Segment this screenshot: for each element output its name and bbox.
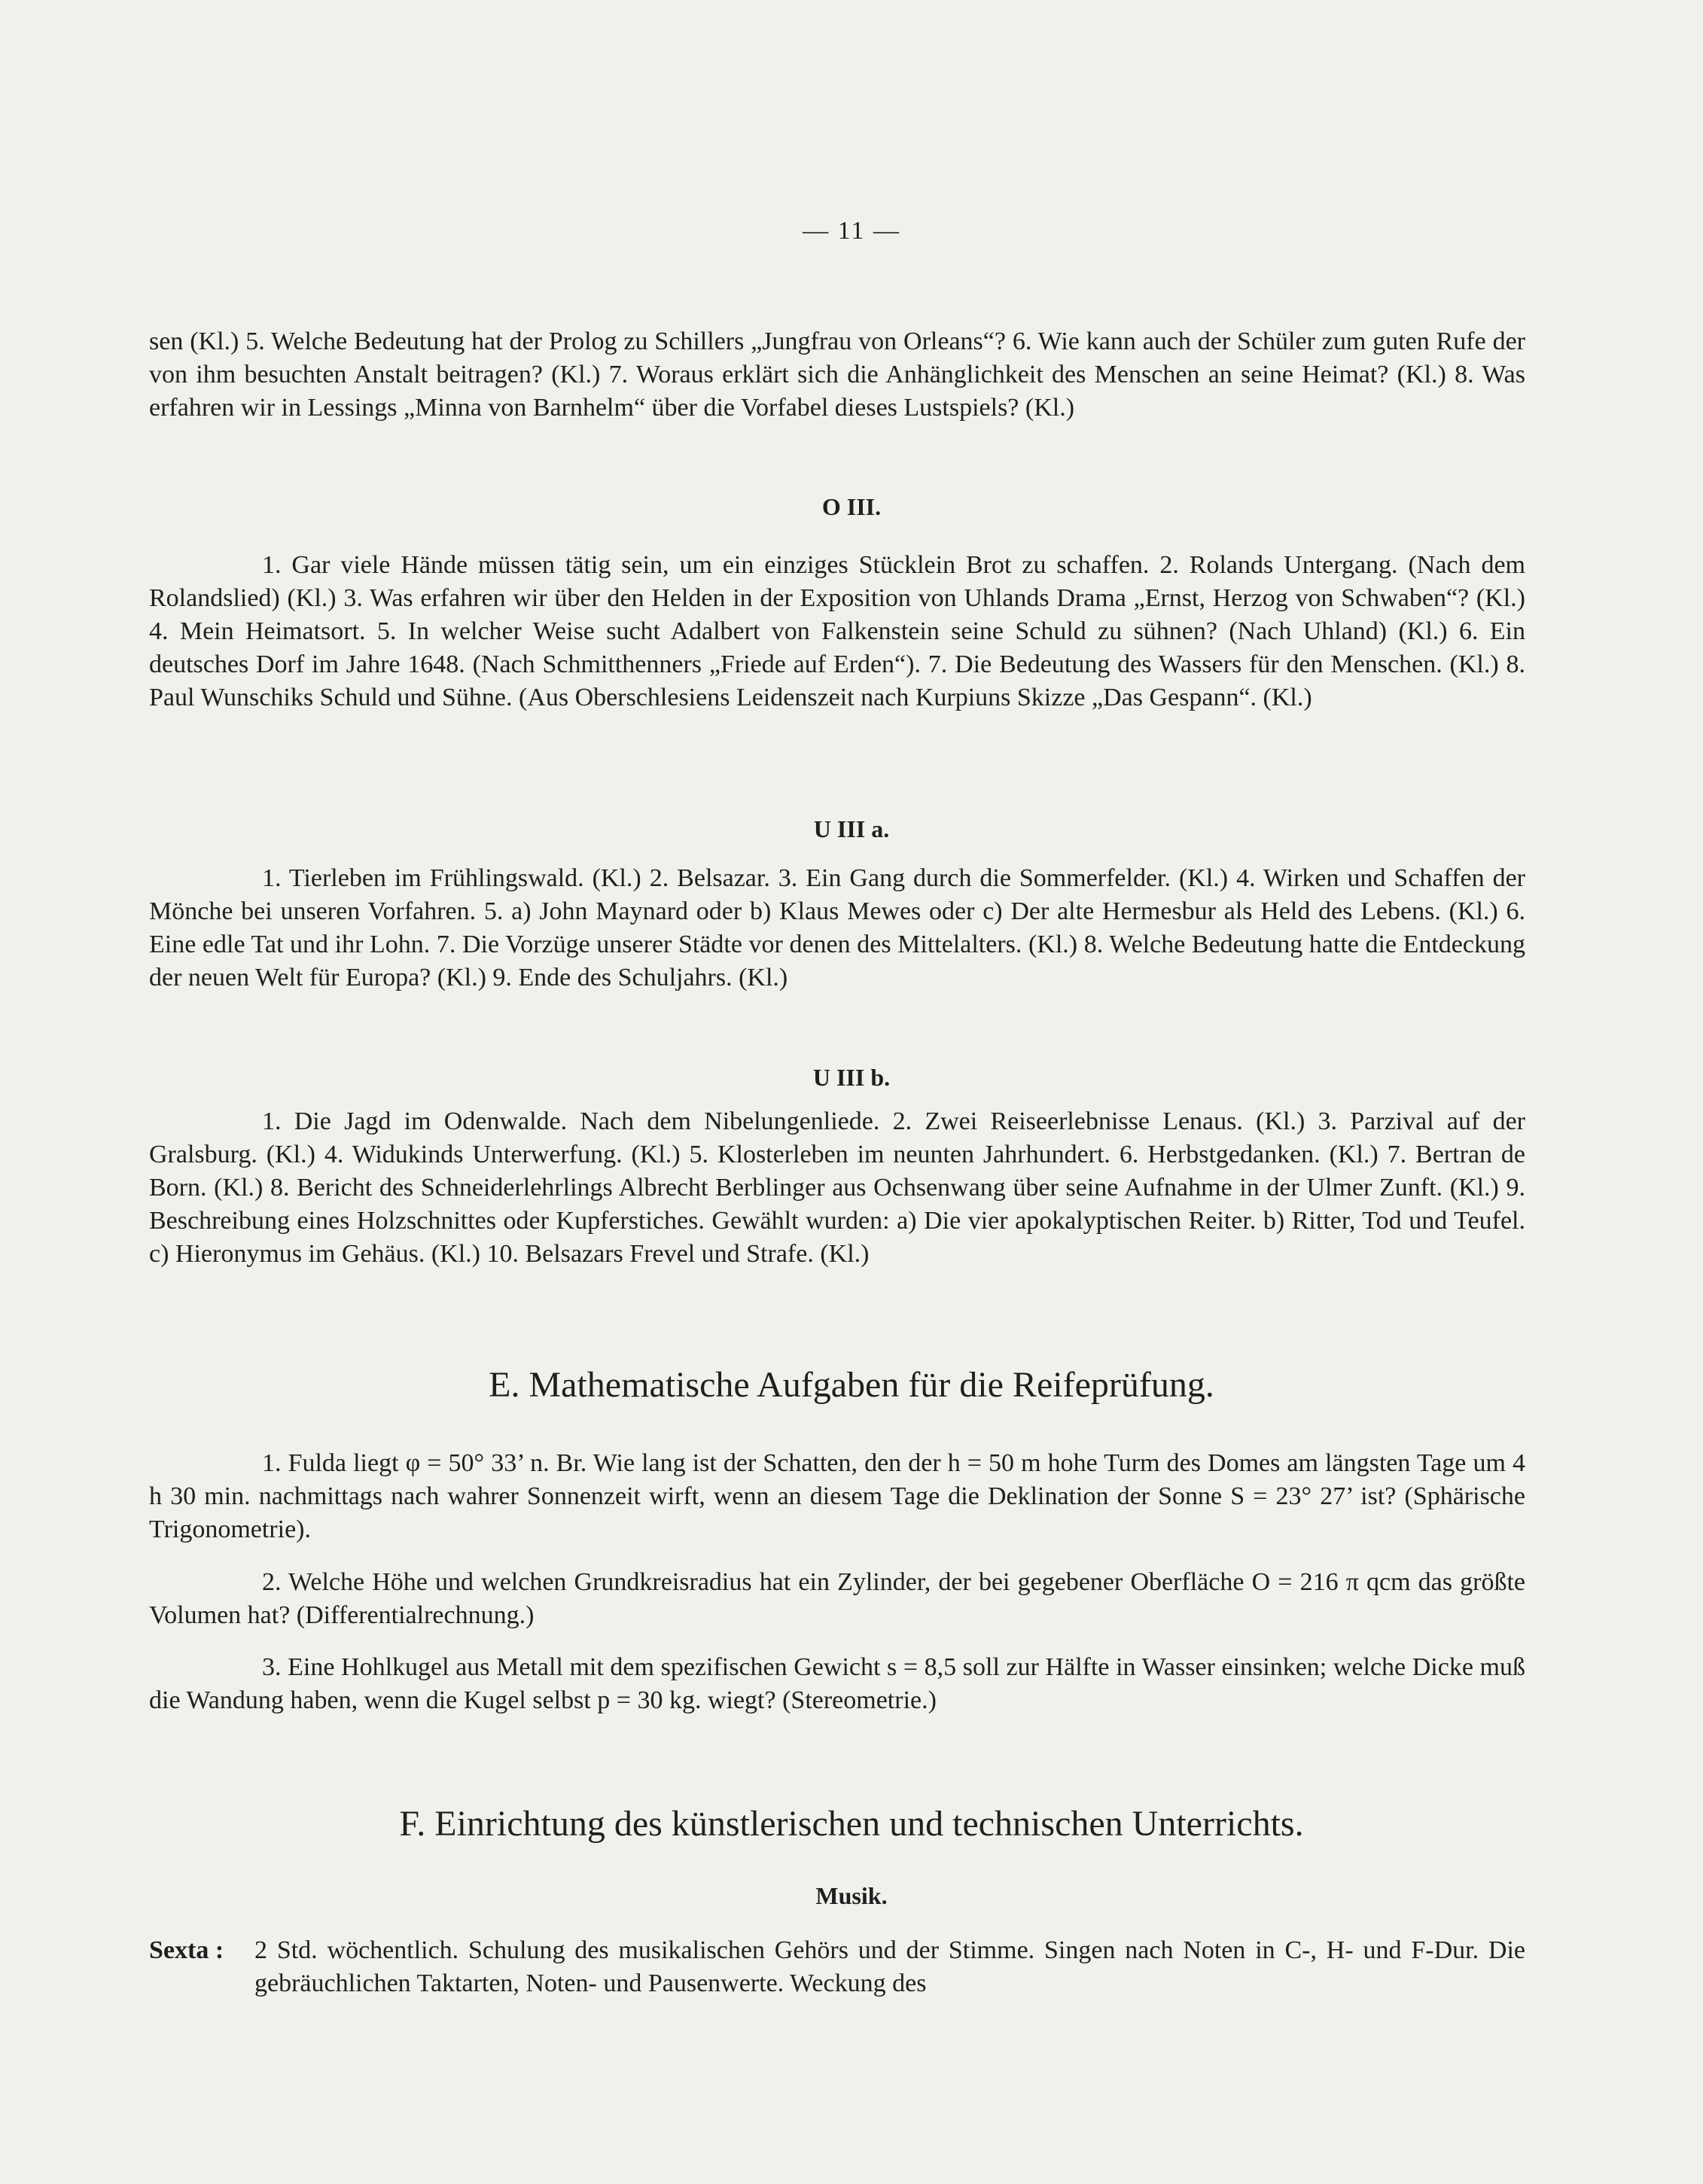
- intro-paragraph: sen (Kl.) 5. Welche Bedeutung hat der Prolog zu Schillers „Jungfrau von Orleans“? 6. Wie kann auch der Schüler zum guten Rufe der von ihm besuchten Anstalt beitragen? (Kl.) 7. Woraus erklärt sich die Anhänglichkeit des Menschen an seine Heimat? (Kl.) 8. Was erfahren wir in Lessings „Minna von Barnhelm“ über die Vorfabel dieses Lustspiels? (Kl.): [149, 327, 1525, 422]
- section-heading-o3: O III.: [821, 493, 882, 520]
- page-number: — 11 —: [803, 217, 900, 245]
- math-heading: E. Mathematische Aufgaben für die Reifeprüfung.: [489, 1365, 1214, 1405]
- section-text-u3a: 1. Tierleben im Frühlingswald. (Kl.) 2. Belsazar. 3. Ein Gang durch die Sommerfelder. (Kl.) 4. Wirken und Schaffen der Mönche bei unseren Vorfahren. 5. a) John Maynard oder b) Klaus Mewes oder c) Der alte Hermesbur als Held des Lebens. (Kl.) 6. Eine edle Tat und ihr Lohn. 7. Die Vorzüge unserer Städte vor denen des Mittelalters. (Kl.) 8. Welche Bedeutung hatte die Entdeckung der neuen Welt für Europa? (Kl.) 9. Ende des Schuljahrs. (Kl.): [149, 864, 1525, 991]
- art-heading: F. Einrichtung des künstlerischen und technischen Unterrichts.: [399, 1804, 1304, 1844]
- sexta-label: Sexta :: [149, 1936, 224, 1964]
- section-heading-u3b: U III b.: [812, 1064, 891, 1091]
- sexta-text: 2 Std. wöchentlich. Schulung des musikalischen Gehörs und der Stimme. Singen nach Noten in C-, H- und F-Dur. Die gebräuchlichen Taktarten, Noten- und Pausenwerte. Weckung des: [254, 1936, 1525, 1997]
- math-task-2: 2. Welche Höhe und welchen Grundkreisradius hat ein Zylinder, der bei gegebener Oberfläche O = 216 π qcm das größte Volumen hat? (Differentialrechnung.): [149, 1568, 1525, 1629]
- section-text-o3: 1. Gar viele Hände müssen tätig sein, um ein einziges Stücklein Brot zu schaffen. 2. Rolands Untergang. (Nach dem Rolandslied) (Kl.) 3. Was erfahren wir über den Helden in der Exposition von Uhlands Drama „Ernst, Herzog von Schwaben“? (Kl.) 4. Mein Heimatsort. 5. In welcher Weise sucht Adalbert von Falkenstein seine Schuld zu sühnen? (Nach Uhland) (Kl.) 6. Ein deutsches Dorf im Jahre 1648. (Nach Schmitthenners „Friede auf Erden“). 7. Die Bedeutung des Wassers für den Menschen. (Kl.) 8. Paul Wunschiks Schuld und Sühne. (Aus Oberschlesiens Leidenszeit nach Kurpiuns Skizze „Das Gespann“. (Kl.): [149, 551, 1525, 711]
- math-task-1: 1. Fulda liegt φ = 50° 33’ n. Br. Wie lang ist der Schatten, den der h = 50 m hohe Turm des Domes am längsten Tage um 4 h 30 min. nachmittags nach wahrer Sonnenzeit wirft, wenn an diesem Tage die Deklination der Sonne S = 23° 27’ ist? (Sphärische Trigonometrie).: [149, 1449, 1525, 1543]
- section-text-u3b: 1. Die Jagd im Odenwalde. Nach dem Nibelungenliede. 2. Zwei Reiseerlebnisse Lenaus. (Kl.) 3. Parzival auf der Gralsburg. (Kl.) 4. Widukinds Unterwerfung. (Kl.) 5. Klosterleben im neunten Jahrhundert. 6. Herbstgedanken. (Kl.) 7. Bertran de Born. (Kl.) 8. Bericht des Schneiderlehrlings Albrecht Berblinger aus Ochsenwang über seine Aufnahme in der Ulmer Zunft. (Kl.) 9. Beschreibung eines Holzschnittes oder Kupferstiches. Gewählt wurden: a) Die vier apokalyptischen Reiter. b) Ritter, Tod und Teufel. c) Hieronymus im Gehäus. (Kl.) 10. Belsazars Frevel und Strafe. (Kl.): [149, 1107, 1525, 1268]
- section-heading-u3a: U III a.: [813, 815, 890, 842]
- math-task-3: 3. Eine Hohlkugel aus Metall mit dem spezifischen Gewicht s = 8,5 soll zur Hälfte in Wasser einsinken; welche Dicke muß die Wandung haben, wenn die Kugel selbst p = 30 kg. wiegt? (Stereometrie.): [149, 1653, 1525, 1714]
- musik-heading: Musik.: [815, 1882, 888, 1909]
